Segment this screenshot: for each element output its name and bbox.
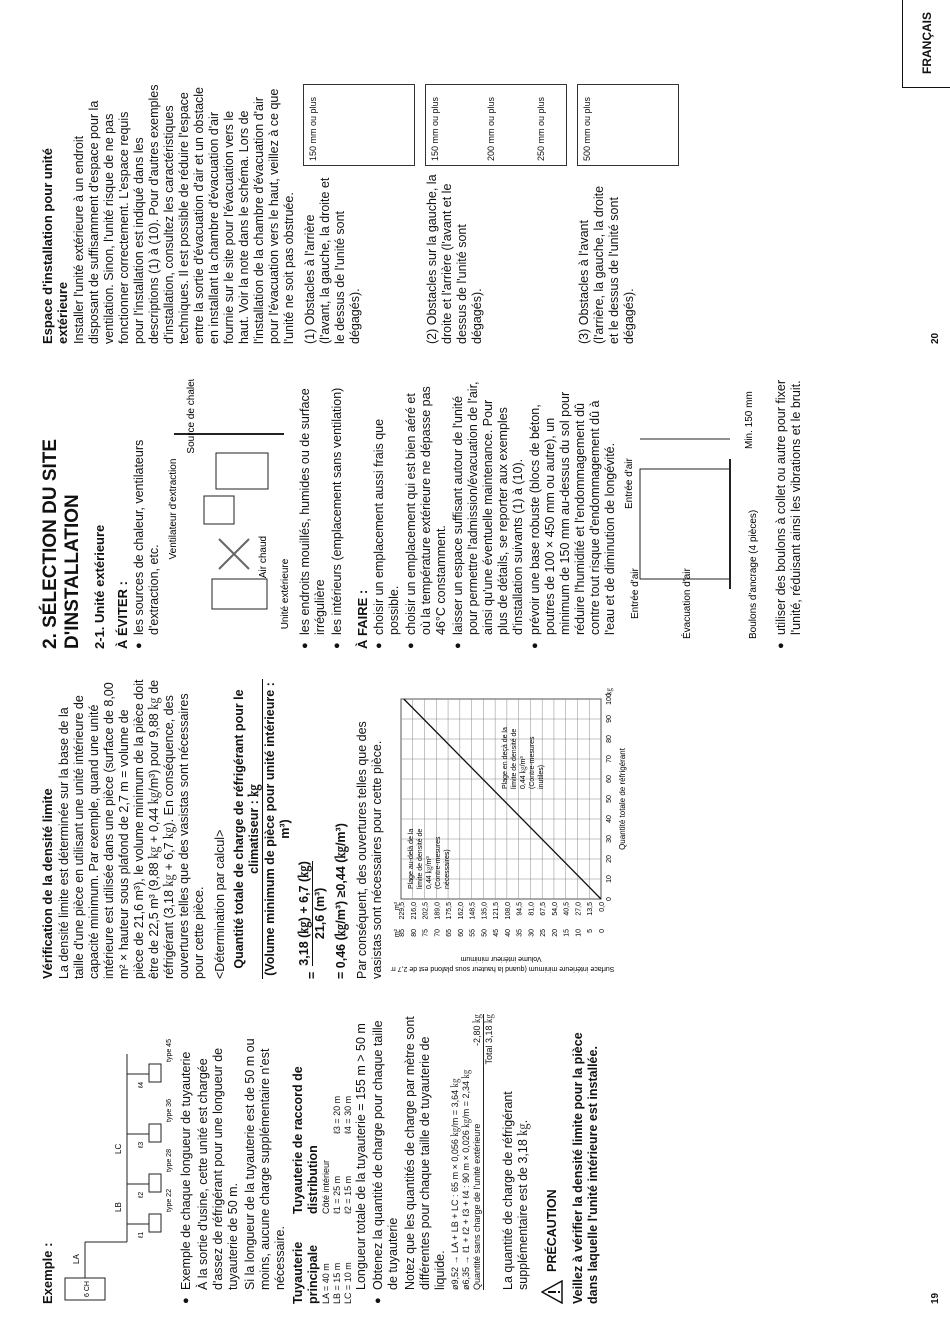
y-tick-label: 30 (528, 929, 536, 937)
y2-axis-label: Volume intérieur minimum (460, 955, 542, 962)
x-tick-label: 60 (606, 775, 613, 783)
piping-table-header (291, 1014, 321, 1304)
y2-tick-label: 175,5 (446, 902, 454, 920)
y-tick-label: 70 (434, 929, 442, 937)
y2-tick-label: 216,0 (410, 902, 418, 920)
fig2-out: Évacuation d'air (682, 568, 693, 639)
diagram-lc: LC (114, 1143, 123, 1154)
page-number-left: 19 (930, 1292, 941, 1304)
do-item-base: ● prévoir une base robuste (blocs de béton, poutres de 100 × 450 mm ou autre), un minimum de 150 mm au-dessus du sol pour réduire l'humidité et l'endommagement dû contre tout risque d'endommagement dû à l'eau et de diminution de longévité. (528, 379, 618, 649)
y2-tick-label: 81,0 (528, 902, 536, 916)
table-row: LA = 40 m Côté intérieur (321, 1159, 331, 1304)
y2-tick-label: 40,5 (563, 902, 571, 916)
case2-figure: 150 mm ou plus 200 mm ou plus 250 mm ou plus (425, 84, 567, 166)
bullet-charge-per-size: ● Obtenez la quantité de charge pour chaque taille de tuyauterie (371, 1014, 401, 1304)
avoid-item-heat: ● les sources de chaleur, ventilateurs d'extraction, etc. (132, 379, 162, 649)
fig2-in2: Entrée d'air (624, 458, 635, 509)
avoid-item-indoor: ● les intérieurs (emplacement sans ventilation) (330, 379, 345, 649)
space-title: Espace d'installation pour unité extérieure (40, 148, 70, 344)
x-tick-label: 70 (606, 755, 613, 763)
y-tick-label: 75 (422, 929, 430, 937)
eq-prefix: = (305, 971, 319, 979)
y2-unit: m³ (394, 902, 401, 911)
piping-diagram (57, 1014, 175, 1304)
subheading-outdoor: 2-1. Unité extérieure (92, 524, 107, 649)
case1-text: (1) Obstacles à l'arrière (l'avant, la gauche, la droite et le dessus de l'unité sont dégagés). (303, 177, 362, 344)
warning-triangle-icon (541, 1280, 563, 1304)
annotation-below-limit: Plage en deçà de la limite de densité de 0,44 ㎏/m³ (Contre-mesures inutiles) (501, 727, 545, 789)
diagram-la: LA (72, 1254, 81, 1264)
do-item-cool: ● choisir un emplacement aussi frais que possible. (372, 379, 402, 649)
column-site-selection (40, 379, 806, 649)
column-density-check (40, 679, 655, 979)
y-tick-label: 0 (599, 929, 606, 933)
diagram-t4: type 45 (166, 1039, 173, 1062)
caution-title: PRÉCAUTION (544, 1189, 559, 1272)
y2-tick-label: 135,0 (481, 902, 489, 920)
piping-table (321, 1014, 354, 1304)
charge-calculation: ø9,52 → LA + LB + LC : 65 m × 0,056 ㎏/m = 3,64 ㎏ ø6,35 → ℓ1 + ℓ2 + ℓ3 + ℓ4 : 90 m × 0,026 ㎏/m = 2,34 ㎏ Quantité sans charge de l'unité extérieure -2,80 ㎏ Total 3,18 ㎏ (450, 1014, 494, 1290)
avoid-heat-figure (164, 379, 294, 649)
formula-fraction (232, 679, 293, 979)
calc-label: <Détermination par calcul> (213, 829, 227, 979)
case-3 (577, 84, 679, 344)
density-paragraph: La densité limite est déterminée sur la base de la taille d'une pièce en utilisant une unité intérieure de capacité minimum. Par exemple, quand une unité intérieure est utilisée dans une pièce (surface de 8,00 m² × hauteur sous plafond de 2,7 m = volume de pièce de 21,6 m³), le volume minimum de la pièce doit être de 22,5 m³ (9,88 ㎏ + 0,44 ㎏/m³) pour 9,88 ㎏ de réfrigérant (3,18 ㎏ + 6,7 ㎏). En conséquence, des ouvertures telles que des vasistas sont nécessaires pour cette pièce. (57, 679, 206, 979)
y-unit: m² (394, 929, 401, 938)
y-tick-label: 10 (575, 929, 583, 937)
y2-tick-label: 13,5 (587, 902, 595, 916)
x-tick-label: 100 (606, 693, 613, 705)
y-tick-label: 60 (457, 929, 465, 937)
x-axis-label: Quantité totale de réfrigérant (618, 748, 627, 850)
y-tick-label: 20 (551, 929, 559, 937)
diagram-t2: type 28 (166, 1149, 173, 1172)
table-row: LB = 15 m ℓ1 = 25 m ℓ3 = 20 m (332, 1095, 342, 1304)
y-tick-label: 50 (481, 929, 489, 937)
space-paragraph: Installer l'unité extérieure à un endroit disposant de suffisamment d'espace pour la ventilation. Sinon, l'unité risque de ne pas fonctionner correctement. L'espace requis pour l'installation est indiqué dans les descriptions (1) à (10). Pour d'autres exemples d'installation, consultez les caractéristiques techniques. Il est possible de réduire l'espace entre la sortie d'évacuation d'air et un obstacle en installant la chambre d'évacuation d'air fournie sur le site pour l'évacuation vers le haut. Voir la note dans le schéma. Lors de l'installation de la chambre d'évacuation d'air pour l'évacuation vers le haut, veillez à ce que l'unité ne soit pas obstruée. (72, 84, 296, 344)
diagram-t3: type 36 (166, 1099, 173, 1122)
density-title: Vérification de la densité limite (40, 788, 55, 979)
diagram-t1: type 22 (166, 1189, 173, 1212)
y2-tick-label: 148,5 (469, 902, 477, 920)
y-tick-label: 80 (410, 929, 418, 937)
annotation-above-limit: Plage au-delà de la limite de densité de 0,44 ㎏/m³ (Contre-mesures nécessaires) (407, 828, 451, 889)
fig1-heat: Source de chaleur (186, 379, 197, 454)
avoid-title: À ÉVITER : (115, 581, 130, 649)
formula-numerator: Quantité totale de charge de réfrigérant pour le climatiseur : ㎏ (232, 689, 261, 969)
fig2-bolts: Boulons d'ancrage (4 pièces) (748, 509, 759, 639)
case-1 (303, 84, 415, 344)
case3-dim: 500 mm ou plus (582, 96, 592, 161)
y2-tick-label: 0,0 (599, 902, 606, 912)
fig1-outdoor: Unité extérieure (280, 558, 291, 630)
y-tick-label: 40 (504, 929, 512, 937)
y2-tick-label: 229,5 (399, 902, 406, 920)
y-tick-label: 45 (493, 929, 501, 937)
density-chart (391, 679, 651, 979)
example-label: Exemple : (40, 1242, 55, 1304)
case2-text: (2) Obstacles sur la gauche, la droite et l'arrière (l'avant et le dessus de l'unité sont dégagés). (425, 174, 484, 344)
fig2-min: Min. 150 mm (744, 391, 755, 449)
y-tick-label: 55 (469, 929, 477, 937)
y2-tick-label: 27,0 (575, 902, 583, 916)
y2-tick-label: 121,5 (493, 902, 501, 920)
equation (297, 679, 328, 979)
diagram-l2: ℓ2 (138, 1191, 145, 1198)
y2-tick-label: 108,0 (504, 902, 512, 920)
caution-header (541, 1014, 563, 1304)
y-tick-label: 65 (446, 929, 454, 937)
language-tab: FRANÇAIS (902, 0, 950, 88)
y2-tick-label: 202,5 (422, 902, 430, 920)
case-2 (425, 84, 567, 344)
case3-figure (577, 84, 679, 166)
x-tick-label: 40 (606, 815, 613, 823)
y-tick-label: 5 (587, 929, 595, 933)
eq-denominator: 21,6 (m³) (313, 887, 327, 940)
diagram-l4: ℓ4 (138, 1081, 145, 1088)
diagram-unit-label: 6 CH (84, 1281, 91, 1297)
x-tick-label: 10 (606, 875, 613, 883)
do-title: À FAIRE : (355, 589, 370, 649)
avoid-item-wet: ● les endroits mouillés, humides ou de surface irrégulière (298, 379, 328, 649)
do-item-bolts: ● utiliser des boulons à collet ou autre pour fixer l'unité, réduisant ainsi les vibrations et le bruit. (774, 379, 804, 649)
formula-denominator: (Volume minimum de pièce pour unité intérieure : m³) (262, 679, 293, 979)
case3-text: (3) Obstacles à l'avant (l'arrière, la gauche, la droite et le dessus de l'unité sont dégagés). (577, 185, 636, 344)
x-tick-label: 80 (606, 735, 613, 743)
do-item-space: ● laisser un espace suffisant autour de l'unité pour permettre l'admission/évacuation de l'air, ainsi qu'une éventuelle maintenance. Pour plus de détails, se reporter aux exemples d'installation suivants (1) à (10). (451, 379, 526, 649)
y2-tick-label: 162,0 (457, 902, 465, 920)
th-branch: Tuyauterie de raccord de distribution (291, 1066, 320, 1214)
page-number-right: 20 (930, 332, 941, 344)
para-factory-charge: À la sortie d'usine, cette unité est chargée d'assez de réfrigérant pour une longueur de tuyauterie de 50 m. (196, 1047, 240, 1290)
diagram-lb: LB (114, 1202, 123, 1212)
base-figure (620, 379, 770, 649)
section-heading (40, 379, 84, 649)
y-tick-label: 15 (563, 929, 571, 937)
y-axis-label: Surface intérieure minimum (quand la hauteur sous plafond est de 2,7 m) (391, 965, 615, 972)
para-no-extra-charge: Si la longueur de la tuyauterie est de 50 m ou moins, aucune charge supplémentaire n'est nécessaire. (243, 1038, 287, 1290)
column-installation-space (40, 84, 679, 344)
column-piping-example (40, 1014, 603, 1304)
total-length-line: Longueur totale de la tuyauterie = 155 m > 50 m (354, 1023, 368, 1290)
fig1-hot-air: Air chaud (258, 535, 269, 579)
density-conclusion: Par conséquent, des ouvertures telles que des vasistas sont nécessaires pour cette pièce. (355, 721, 384, 979)
x-unit: ㎏ (606, 688, 613, 695)
th-main: Tuyauterie principale (291, 1241, 320, 1304)
y2-tick-label: 67,5 (540, 902, 548, 916)
do-item-ventilated: ● choisir un emplacement qui est bien aéré et où la température extérieure ne dépasse pas 46°C constamment. (404, 379, 449, 649)
heading-line-1: 2. SÉLECTION DU SITE (40, 438, 61, 649)
y-tick-label: 35 (516, 929, 524, 937)
diagram-l1: ℓ1 (138, 1231, 145, 1238)
table-row: LC = 10 m ℓ2 = 15 m ℓ4 = 30 m (343, 1095, 353, 1304)
caution-text: Veillez à vérifier la densité limite pour la pièce dans laquelle l'unité intérieure est installée. (571, 1032, 600, 1304)
para-charge-note: Notez que les quantités de charge par mètre sont différentes pour chaque taille de tuyauterie de liquide. (403, 1016, 447, 1290)
case1-figure (303, 84, 415, 166)
y2-tick-label: 189,0 (434, 902, 442, 920)
diagram-l3: ℓ3 (138, 1141, 145, 1148)
y-tick-label: 25 (540, 929, 548, 937)
case1-dim: 150 mm ou plus (308, 96, 318, 161)
x-tick-label: 30 (606, 835, 613, 843)
y2-tick-label: 54,0 (551, 902, 559, 916)
heading-line-2: D'INSTALLATION (62, 494, 83, 649)
fig1-fan: Ventilateur d'extraction (168, 458, 179, 560)
para-extra-charge: La quantité de charge de réfrigérant supplémentaire est de 3,18 ㎏. (501, 1091, 530, 1290)
x-tick-label: 90 (606, 715, 613, 723)
bullet-piping-length: ● Exemple de chaque longueur de tuyauterie (179, 1014, 194, 1304)
x-tick-label: 0 (606, 897, 613, 901)
y2-tick-label: 94,5 (516, 902, 524, 916)
x-tick-label: 50 (606, 795, 613, 803)
y-tick-label: 85 (399, 929, 406, 937)
eq-numerator: 3,18 (㎏) + 6,7 (㎏) (297, 861, 311, 966)
fig2-in1: Entrée d'air (630, 568, 641, 619)
eq-result: = 0,46 (㎏/m³) ≥0,44 (㎏/m³) (334, 823, 348, 979)
x-tick-label: 20 (606, 855, 613, 863)
calc-total: Total 3,18 ㎏ (484, 1014, 494, 1065)
